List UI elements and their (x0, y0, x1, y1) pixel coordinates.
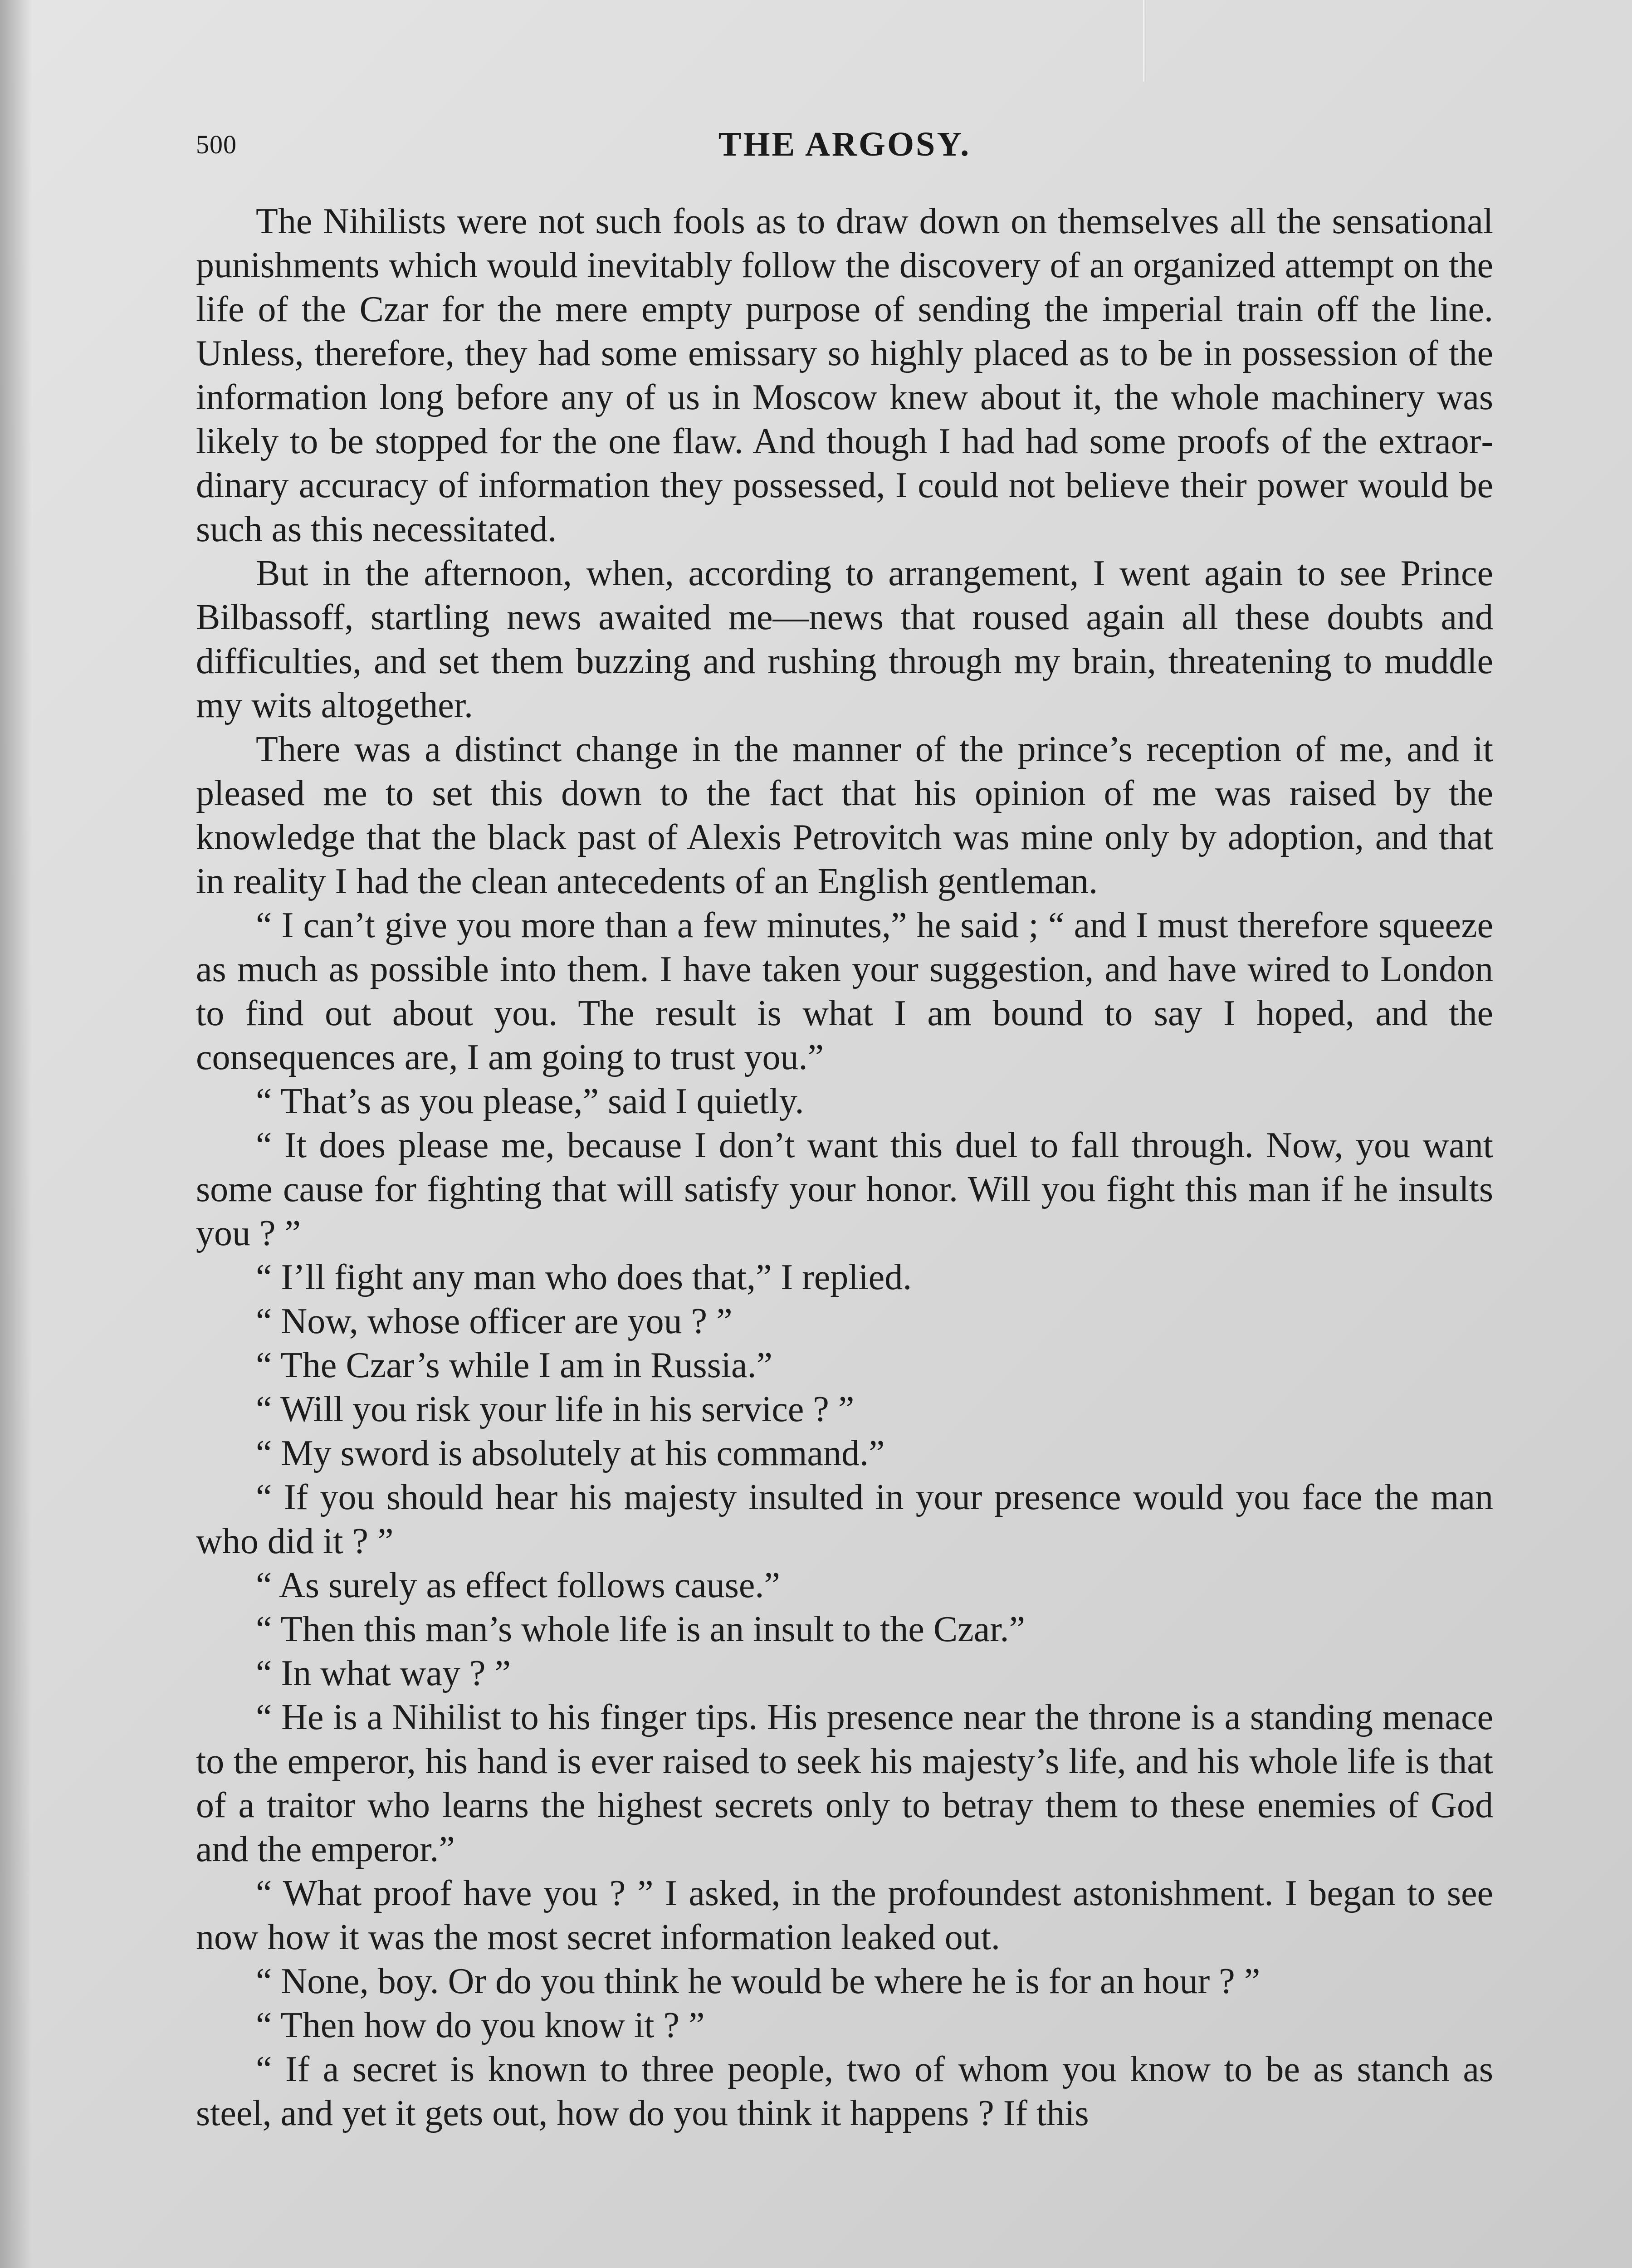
paragraph: “ Will you risk your life in his service ? ” (256, 1389, 855, 1429)
paragraph: “ Then this man’s whole life is an insult to the Czar.” (256, 1609, 1025, 1649)
paragraph: “ My sword is absolutely at his command.” (256, 1433, 885, 1473)
running-head (196, 125, 1493, 179)
paragraph: “ None, boy. Or do you think he would be where he is for an hour ? ” (256, 1961, 1261, 2001)
paragraph: The Nihilists were not such fools as to draw down on themselves all the sensational punishments which would inevitably follow the discovery of an organized attempt on the life of the Czar for the mere empty purpose of sending the imperial train off the line. Unless, therefore, they had some emissary so highly placed as to be in possession of the information long before any of us in Moscow knew about it, the whole machinery was likely to be stopped for the one flaw. And though I had had some proofs of the extraordinary accuracy of information they possessed, I could not believe their power would be such as this necessitated. (196, 201, 1493, 549)
paragraph: “ Now, whose officer are you ? ” (256, 1301, 733, 1341)
paragraph: But in the afternoon, when, according to arrangement, I went again to see Prince Bilbassoff, startling news awaited me—news that roused again all these doubts and difficulties, and set them buzzing and rushing through my brain, threatening to muddle my wits altogether. (196, 553, 1493, 725)
paragraph: “ He is a Nihilist to his finger tips. His presence near the throne is a standing menace to the emperor, his hand is ever raised to seek his majesty’s life, and his whole life is that of a traitor who learns the highest secrets only to betray them to these enemies of God and the emperor.” (196, 1697, 1493, 1869)
paragraph: “ What proof have you ? ” I asked, in the profoundest astonishment. I began to see now how it was the most secret information leaked out. (196, 1873, 1493, 1957)
paragraph: “ The Czar’s while I am in Russia.” (256, 1345, 772, 1385)
paragraph: “ If a secret is known to three people, two of whom you know to be as stanch as steel, and yet it gets out, how do you think it happens ? If this (196, 2049, 1493, 2133)
page-number: 500 (196, 130, 237, 159)
paragraph: “ As surely as effect follows cause.” (256, 1565, 780, 1605)
paragraph: “ In what way ? ” (256, 1653, 511, 1693)
paragraph: “ It does please me, because I don’t want this duel to fall through. Now, you want some cause for fighting that will satisfy your honor. Will you fight this man if he insults you ? ” (196, 1125, 1493, 1253)
paragraph: “ That’s as you please,” said I quietly. (256, 1081, 804, 1121)
paragraph: “ If you should hear his majesty insulted in your presence would you face the man who did it ? ” (196, 1477, 1493, 1561)
paper-crease (1143, 0, 1146, 82)
paragraph: There was a distinct change in the manner of the prince’s reception of me, and it pleased me to set this down to the fact that his opinion of me was raised by the knowledge that the black past of Alexis Petrovitch was mine only by adoption, and that in reality I had the clean antecedents of an English gentleman. (196, 729, 1493, 901)
journal-title: THE ARGOSY. (718, 125, 971, 163)
paragraph: “ Then how do you know it ? ” (256, 2005, 705, 2045)
paragraph: “ I’ll fight any man who does that,” I replied. (256, 1257, 912, 1297)
spine-shadow (0, 0, 32, 2268)
paragraph: “ I can’t give you more than a few minutes,” he said ; “ and I must therefore squeeze as much as possible into them. I have taken your suggestion, and have wired to London to find out about you. The result is what I am bound to say I hoped, and the consequences are, I am going to trust you.” (196, 905, 1493, 1077)
body-text (196, 200, 1493, 2136)
